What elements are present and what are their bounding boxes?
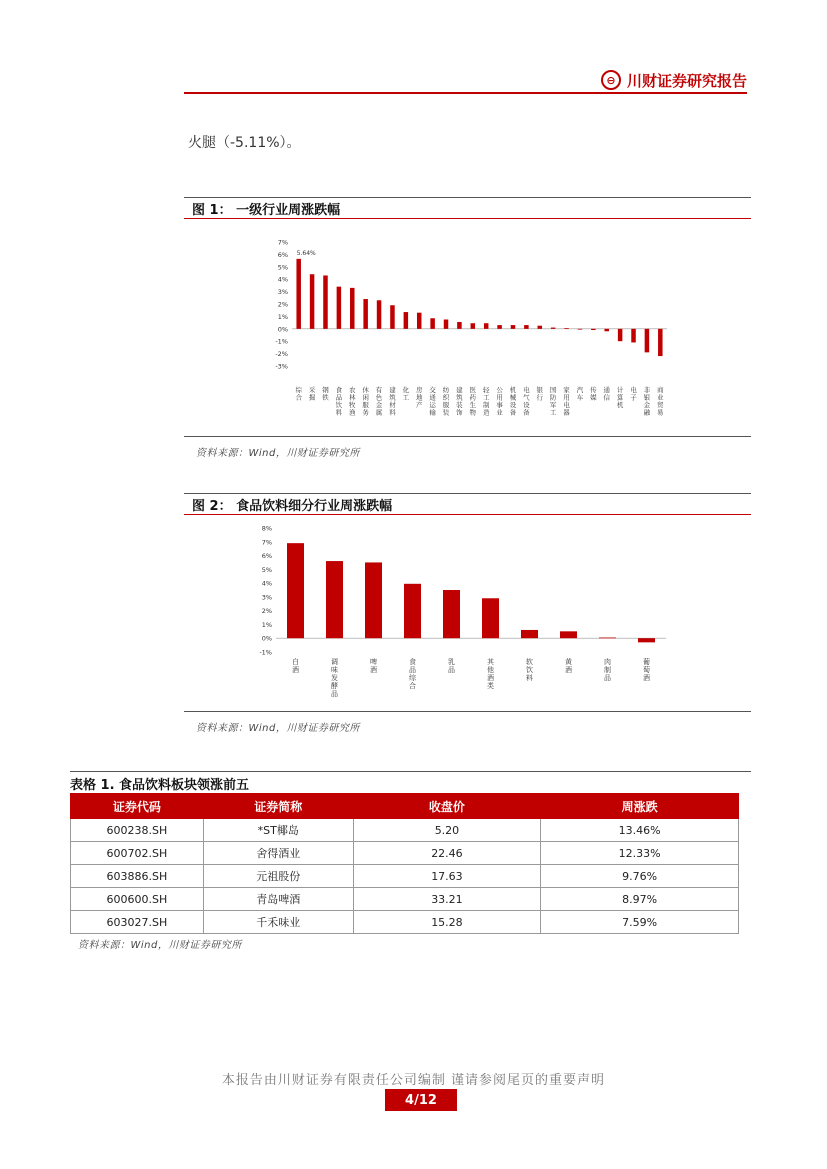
y-tick-label: 2% <box>261 607 272 616</box>
x-tick-label: 乳品 <box>448 658 455 674</box>
y-tick-label: 7% <box>261 538 272 547</box>
bar <box>578 329 583 330</box>
bar <box>326 561 343 638</box>
bar <box>631 329 636 343</box>
y-tick-label: 4% <box>261 579 272 588</box>
x-tick-label: 葡萄酒 <box>643 658 650 682</box>
figure2-source: 资料来源：Wind，川财证券研究所 <box>196 723 360 734</box>
y-tick-label: -3% <box>275 362 288 371</box>
x-tick-label: 休闲服务 <box>362 386 369 417</box>
cell-change: 13.46% <box>541 819 739 842</box>
x-tick-label: 调味发酵品 <box>331 658 338 698</box>
bar <box>310 274 315 329</box>
y-tick-label: 5% <box>261 565 272 574</box>
header-close: 收盘价 <box>353 794 541 819</box>
header-name: 证券简称 <box>203 794 353 819</box>
bar <box>591 329 596 330</box>
y-tick-label: 5% <box>277 263 288 272</box>
figure1-title: 图 1： 一级行业周涨跌幅 <box>184 197 751 219</box>
bar <box>287 543 304 638</box>
cell-change: 12.33% <box>541 842 739 865</box>
y-tick-label: -1% <box>275 337 288 346</box>
brand-logo-icon: ⊖ <box>601 70 621 90</box>
figure1-chart <box>184 230 751 430</box>
x-tick-label: 交通运输 <box>429 386 436 417</box>
header-code: 证券代码 <box>71 794 204 819</box>
x-tick-label: 食品综合 <box>409 658 416 690</box>
cell-close: 15.28 <box>353 911 541 934</box>
bar <box>618 329 623 341</box>
x-tick-label: 机械设备 <box>509 386 517 417</box>
x-tick-label: 非银金融 <box>643 386 651 417</box>
bar <box>363 299 368 329</box>
cell-code: 600238.SH <box>71 819 204 842</box>
table-source: 资料来源：Wind，川财证券研究所 <box>78 940 242 951</box>
bar <box>404 312 409 329</box>
cell-name: 千禾味业 <box>203 911 353 934</box>
y-tick-label: 1% <box>277 312 288 321</box>
x-tick-label: 纺织服装 <box>442 386 450 417</box>
bar <box>404 584 421 638</box>
bar <box>443 590 460 638</box>
cell-change: 7.59% <box>541 911 739 934</box>
bar <box>524 325 529 329</box>
cell-name: *ST椰岛 <box>203 819 353 842</box>
y-tick-label: 3% <box>277 288 288 297</box>
x-tick-label: 家用电器 <box>563 386 570 417</box>
data-label: 5.64% <box>296 249 316 257</box>
figure1-source: 资料来源：Wind，川财证券研究所 <box>196 448 360 459</box>
bar <box>604 329 609 331</box>
cell-close: 22.46 <box>353 842 541 865</box>
y-tick-label: 6% <box>277 250 288 259</box>
bar <box>377 300 382 329</box>
y-tick-label: 6% <box>261 552 272 561</box>
cell-code: 603027.SH <box>71 911 204 934</box>
figure1-bottom-rule <box>184 436 751 437</box>
x-tick-label: 通信 <box>603 386 610 402</box>
x-tick-label: 农林牧渔 <box>349 386 356 417</box>
cell-close: 17.63 <box>353 865 541 888</box>
cell-code: 600600.SH <box>71 888 204 911</box>
bar <box>560 631 577 638</box>
table-row <box>71 842 739 865</box>
intro-text: 火腿（-5.11%）。 <box>188 135 301 151</box>
bar <box>564 328 569 329</box>
figure2-bottom-rule <box>184 711 751 712</box>
bar <box>511 325 516 329</box>
cell-change: 9.76% <box>541 865 739 888</box>
x-tick-label: 钢铁 <box>322 386 329 402</box>
y-tick-label: 4% <box>277 275 288 284</box>
bar <box>658 329 663 356</box>
bar <box>430 318 435 329</box>
x-tick-label: 医药生物 <box>469 386 477 417</box>
bar <box>484 323 489 329</box>
cell-code: 600702.SH <box>71 842 204 865</box>
brand-name: 川财证券研究报告 <box>626 71 747 90</box>
x-tick-label: 综合 <box>295 386 302 402</box>
x-tick-label: 啤酒 <box>370 658 377 674</box>
y-tick-label: 2% <box>277 300 288 309</box>
x-tick-label: 软饮料 <box>526 658 533 682</box>
bar <box>323 275 328 328</box>
x-tick-label: 白酒 <box>292 658 299 674</box>
figure2-title: 图 2： 食品饮料细分行业周涨跌幅 <box>184 493 751 515</box>
bar <box>645 329 650 353</box>
bar <box>638 638 655 642</box>
x-tick-label: 食品饮料 <box>335 386 343 417</box>
cell-change: 8.97% <box>541 888 739 911</box>
x-tick-label: 黄酒 <box>565 658 572 674</box>
bar <box>551 328 556 329</box>
x-tick-label: 公用事业 <box>496 386 503 417</box>
bar <box>296 259 301 329</box>
table-row <box>71 865 739 888</box>
table-header-row <box>71 794 739 819</box>
cell-close: 5.20 <box>353 819 541 842</box>
bar <box>599 638 616 639</box>
cell-close: 33.21 <box>353 888 541 911</box>
x-tick-label: 国防军工 <box>549 386 557 417</box>
y-tick-label: 7% <box>277 238 288 247</box>
y-tick-label: 3% <box>261 593 272 602</box>
stocks-table <box>70 793 739 934</box>
x-tick-label: 有色金属 <box>375 386 383 417</box>
x-tick-label: 房地产 <box>415 386 423 409</box>
y-tick-label: 1% <box>261 620 272 629</box>
x-tick-label: 建筑装饰 <box>456 386 463 417</box>
x-tick-label: 计算机 <box>616 386 624 409</box>
x-tick-label: 传媒 <box>590 386 597 402</box>
bar <box>417 313 422 329</box>
bar <box>497 325 502 329</box>
bar <box>365 562 382 638</box>
cell-code: 603886.SH <box>71 865 204 888</box>
x-tick-label: 电气设备 <box>523 386 530 417</box>
x-tick-label: 肉制品 <box>604 658 611 682</box>
cell-name: 青岛啤酒 <box>203 888 353 911</box>
figure2-chart <box>184 518 751 708</box>
y-tick-label: 0% <box>277 325 288 334</box>
x-tick-label: 轻工制造 <box>482 386 490 417</box>
footer-disclaimer: 本报告由川财证券有限责任公司编制 谨请参阅尾页的重要声明 <box>221 1073 606 1088</box>
bar <box>538 326 543 329</box>
x-tick-label: 汽车 <box>576 386 584 402</box>
table-row <box>71 819 739 842</box>
x-tick-label: 银行 <box>536 386 544 402</box>
bar <box>471 323 476 329</box>
x-tick-label: 建筑材料 <box>389 386 396 417</box>
bar <box>444 320 449 329</box>
x-tick-label: 化工 <box>402 386 410 402</box>
header-change: 周涨跌 <box>541 794 739 819</box>
x-tick-label: 商业贸易 <box>657 386 664 417</box>
table-title: 表格 1. 食品饮料板块领涨前五 <box>70 771 751 793</box>
bar <box>521 630 538 638</box>
bar <box>390 305 395 329</box>
cell-name: 舍得酒业 <box>203 842 353 865</box>
x-tick-label: 其他酒类 <box>487 658 494 690</box>
y-tick-label: -2% <box>275 350 288 359</box>
table-row <box>71 888 739 911</box>
x-tick-label: 电子 <box>630 386 637 402</box>
bar <box>350 288 355 329</box>
y-tick-label: 0% <box>261 634 272 643</box>
header-brand <box>601 68 747 92</box>
y-tick-label: -1% <box>259 648 272 657</box>
y-tick-label: 8% <box>261 524 272 533</box>
header-rule <box>184 92 747 94</box>
page-number: 4/12 <box>385 1089 457 1111</box>
bar <box>482 598 499 638</box>
table-row <box>71 911 739 934</box>
bar <box>457 322 462 329</box>
bar <box>337 287 342 329</box>
x-tick-label: 采掘 <box>308 386 316 402</box>
cell-name: 元祖股份 <box>203 865 353 888</box>
